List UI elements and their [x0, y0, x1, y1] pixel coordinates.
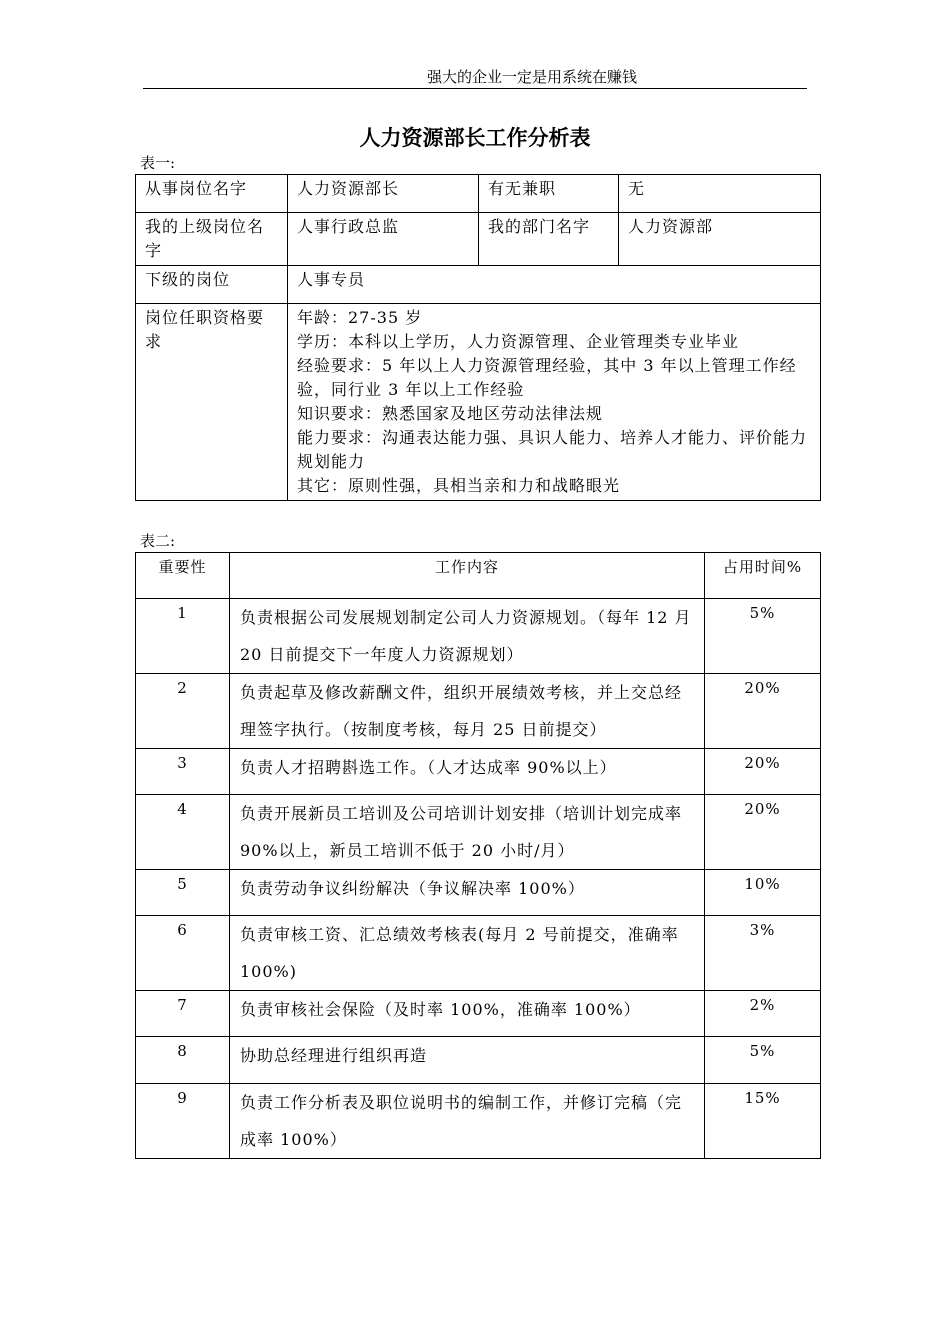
- row-content: 负责劳动争议纠纷解决（争议解决率 100%）: [230, 870, 705, 916]
- subordinate-value: 人事专员: [288, 266, 821, 304]
- row-content: 协助总经理进行组织再造: [230, 1037, 705, 1084]
- row-content: 负责开展新员工培训及公司培训计划安排（培训计划完成率 90%以上，新员工培训不低于 20 小时/月）: [230, 795, 705, 870]
- row-content: 负责人才招聘斟选工作。（人才达成率 90%以上）: [230, 749, 705, 795]
- requirement-experience: 经验要求：5 年以上人力资源管理经验，其中 3 年以上管理工作经验，同行业 3 年以上工作经验: [297, 356, 797, 399]
- row-rank: 8: [136, 1037, 230, 1084]
- row-content: 负责根据公司发展规划制定公司人力资源规划。（每年 12 月 20 日前提交下一年度人力资源规划）: [230, 599, 705, 674]
- table-row: [136, 991, 821, 1037]
- requirements-value: [288, 304, 821, 501]
- concurrent-value: 无: [619, 175, 821, 213]
- page-header: [143, 64, 807, 89]
- row-rank: 2: [136, 674, 230, 749]
- page-title: 人力资源部长工作分析表: [359, 126, 591, 150]
- row-time: 20%: [705, 749, 821, 795]
- table-row: [136, 795, 821, 870]
- requirement-education: 学历：本科以上学历，人力资源管理、企业管理类专业毕业: [297, 332, 740, 351]
- table-row: [136, 674, 821, 749]
- table-row: [136, 1037, 821, 1084]
- requirement-ability: 能力要求：沟通表达能力强、具识人能力、培养人才能力、评价能力规划能力: [297, 428, 808, 471]
- table-row: [136, 749, 821, 795]
- department-label: 我的部门名字: [479, 213, 619, 266]
- table-row: [136, 916, 821, 991]
- row-rank: 3: [136, 749, 230, 795]
- position-name-value: 人力资源部长: [288, 175, 479, 213]
- row-rank: 7: [136, 991, 230, 1037]
- row-time: 2%: [705, 991, 821, 1037]
- department-value: 人力资源部: [619, 213, 821, 266]
- row-rank: 9: [136, 1084, 230, 1159]
- superior-label: 我的上级岗位名字: [136, 213, 288, 266]
- row-content: 负责起草及修改薪酬文件，组织开展绩效考核，并上交总经理签字执行。（按制度考核，每月 25 日前提交）: [230, 674, 705, 749]
- concurrent-label: 有无兼职: [479, 175, 619, 213]
- row-time: 5%: [705, 1037, 821, 1084]
- row-time: 20%: [705, 674, 821, 749]
- row-rank: 1: [136, 599, 230, 674]
- table-row: [136, 1084, 821, 1159]
- table1-label: 表一:: [140, 154, 176, 172]
- subordinate-label: 下级的岗位: [136, 266, 288, 304]
- header-work-content: 工作内容: [230, 553, 705, 599]
- superior-value: 人事行政总监: [288, 213, 479, 266]
- requirements-label: 岗位任职资格要求: [136, 304, 288, 501]
- table2-label: 表二:: [140, 532, 176, 550]
- table-row: [136, 599, 821, 674]
- requirement-other: 其它：原则性强，具相当亲和力和战略眼光: [297, 476, 621, 495]
- row-time: 20%: [705, 795, 821, 870]
- row-content: 负责工作分析表及职位说明书的编制工作，并修订完稿（完成率 100%）: [230, 1084, 705, 1159]
- row-time: 5%: [705, 599, 821, 674]
- row-time: 15%: [705, 1084, 821, 1159]
- requirement-knowledge: 知识要求：熟悉国家及地区劳动法律法规: [297, 404, 604, 423]
- row-time: 10%: [705, 870, 821, 916]
- requirement-age: 年龄：27-35 岁: [297, 308, 423, 327]
- row-time: 3%: [705, 916, 821, 991]
- header-time-percent: 占用时间%: [705, 553, 821, 599]
- work-content-table: [135, 552, 821, 1159]
- row-rank: 4: [136, 795, 230, 870]
- position-name-label: 从事岗位名字: [136, 175, 288, 213]
- row-content: 负责审核社会保险（及时率 100%，准确率 100%）: [230, 991, 705, 1037]
- row-rank: 6: [136, 916, 230, 991]
- row-rank: 5: [136, 870, 230, 916]
- table-row: [136, 870, 821, 916]
- row-content: 负责审核工资、汇总绩效考核表(每月 2 号前提交，准确率 100%): [230, 916, 705, 991]
- header-importance: 重要性: [136, 553, 230, 599]
- header-slogan: 强大的企业一定是用系统在赚钱: [427, 68, 638, 86]
- job-info-table: [135, 174, 821, 501]
